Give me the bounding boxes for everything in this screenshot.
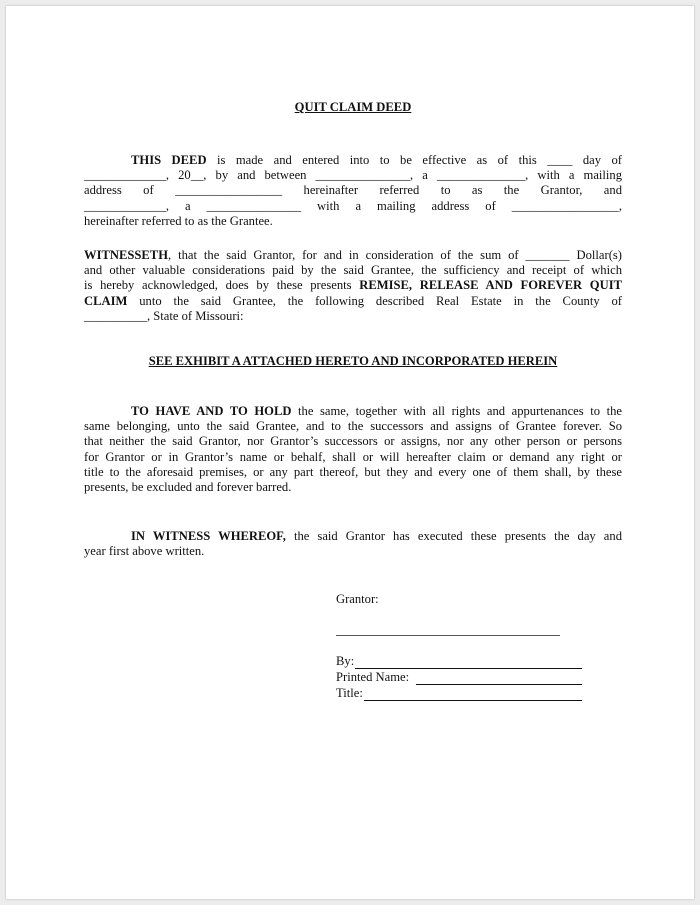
paragraph-line: THIS DEED is made and entered into to be effective as of this ____ day of <box>131 153 622 167</box>
title-field[interactable] <box>336 686 582 701</box>
paragraph-line: title to the aforesaid premises, or any part thereof, but they and every one of them shall, by these <box>84 464 622 479</box>
printed-name-field[interactable] <box>336 670 582 685</box>
printed-name-label: Printed Name: <box>336 670 410 684</box>
paragraph-line: year first above written. <box>84 544 205 559</box>
title-label: Title: <box>336 686 363 700</box>
grantor-label: Grantor: <box>336 592 379 606</box>
to-have-and-to-hold-lead: TO HAVE AND TO HOLD <box>131 404 292 418</box>
paragraph-line: same belonging, unto the said Grantee, and to the successors and assigns of Grantee forever. So <box>84 419 622 434</box>
paragraph-line: is hereby acknowledged, does by these presents REMISE, RELEASE AND FOREVER QUIT <box>84 278 622 293</box>
paragraph-line: TO HAVE AND TO HOLD the same, together with all rights and appurtenances to the <box>131 404 622 418</box>
paragraph-line: __________, State of Missouri: <box>84 308 244 323</box>
exhibit-reference: SEE EXHIBIT A ATTACHED HERETO AND INCORPORATED HEREIN <box>148 354 558 368</box>
by-underline <box>355 668 582 669</box>
deed-intro-paragraph <box>84 153 622 229</box>
document-title: QUIT CLAIM DEED <box>294 100 412 114</box>
paragraph-line: that neither the said Grantor, nor Grantor’s successors or assigns, nor any other person or persons <box>84 434 622 449</box>
paragraph-line: CLAIM unto the said Grantee, the following described Real Estate in the County of <box>84 293 622 308</box>
paragraph-line: address of _________________ hereinafter referred to as the Grantor, and <box>84 183 622 198</box>
witnesseth-lead: WITNESSETH <box>84 248 168 262</box>
paragraph-line: IN WITNESS WHEREOF, the said Grantor has executed these presents the day and <box>131 529 622 543</box>
paragraph-line: hereinafter referred to as the Grantee. <box>84 213 273 228</box>
in-witness-whereof-lead: IN WITNESS WHEREOF, <box>131 529 286 543</box>
by-label: By: <box>336 654 355 668</box>
document-page <box>6 6 694 899</box>
by-field[interactable] <box>336 654 582 669</box>
paragraph-line: and other valuable considerations paid by the said Grantee, the sufficiency and receipt of which <box>84 263 622 278</box>
grantor-signature-line[interactable] <box>336 635 560 636</box>
paragraph-line: _____________, 20__, by and between _______________, a ______________, with a mailing <box>84 168 622 183</box>
paragraph-line: _____________, a _______________ with a mailing address of _________________, <box>84 198 622 213</box>
paragraph-line: presents, be excluded and forever barred. <box>84 480 292 495</box>
habendum-paragraph <box>84 404 622 495</box>
printed-name-underline <box>416 684 582 685</box>
paragraph-line: for Grantor or in Grantor’s name or behalf, shall or will hereafter claim or demand any right or <box>84 449 622 464</box>
witness-whereof-paragraph <box>84 529 622 559</box>
this-deed-lead: THIS DEED <box>131 153 207 167</box>
paragraph-line: WITNESSETH, that the said Grantor, for and in consideration of the sum of _______ Dollar(s) <box>84 248 622 262</box>
title-underline <box>364 700 582 701</box>
witnesseth-paragraph <box>84 248 622 324</box>
